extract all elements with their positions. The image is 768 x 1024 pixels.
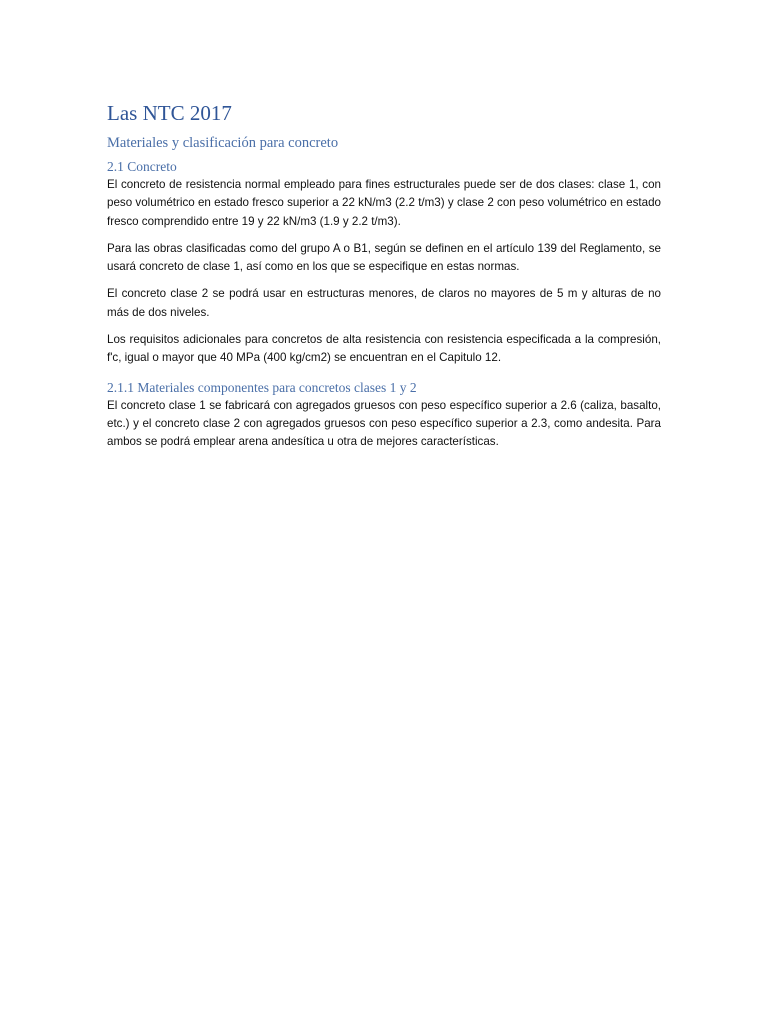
section-concreto (107, 157, 661, 368)
subsection-heading: 2.1.1 Materiales componentes para concretos clases 1 y 2 (107, 379, 417, 395)
section-heading: 2.1 Concreto (107, 159, 177, 174)
paragraph: Para las obras clasificadas como del grupo A o B1, según se definen en el artículo 139 del Reglamento, se usará concreto de clase 1, así como en los que se especifique en estas normas. (107, 241, 661, 274)
paragraph: El concreto clase 2 se podrá usar en estructuras menores, de claros no mayores de 5 m y alturas de no más de dos niveles. (107, 287, 661, 319)
paragraph: Los requisitos adicionales para concretos de alta resistencia con resistencia especificada a la compresión, f'c, igual o mayor que 40 MPa (400 kg/cm2) se encuentran en el Capitulo 12. (107, 333, 661, 365)
paragraph: El concreto clase 1 se fabricará con agregados gruesos con peso específico superior a 2.6 (caliza, basalto, etc.) y el concreto clase 2 con agregados gruesos con peso específico superior a 2.3, como andesita. Para ambos se podrá emplear arena andesítica u otra de mejores características. (107, 398, 661, 449)
paragraph: El concreto de resistencia normal empleado para fines estructurales puede ser de dos clases: clase 1, con peso volumétrico en estado fresco superior a 22 kN/m3 (2.2 t/m3) y clase 2 con peso volumétrico en estado fresco comprendido entre 19 y 22 kN/m3 (1.9 y 2.2 t/m3). (107, 178, 661, 228)
section-materiales-componentes (107, 378, 661, 452)
document-page (107, 100, 661, 461)
document-subtitle: Materiales y clasificación para concreto (107, 135, 339, 151)
document-title: Las NTC 2017 (107, 101, 232, 125)
